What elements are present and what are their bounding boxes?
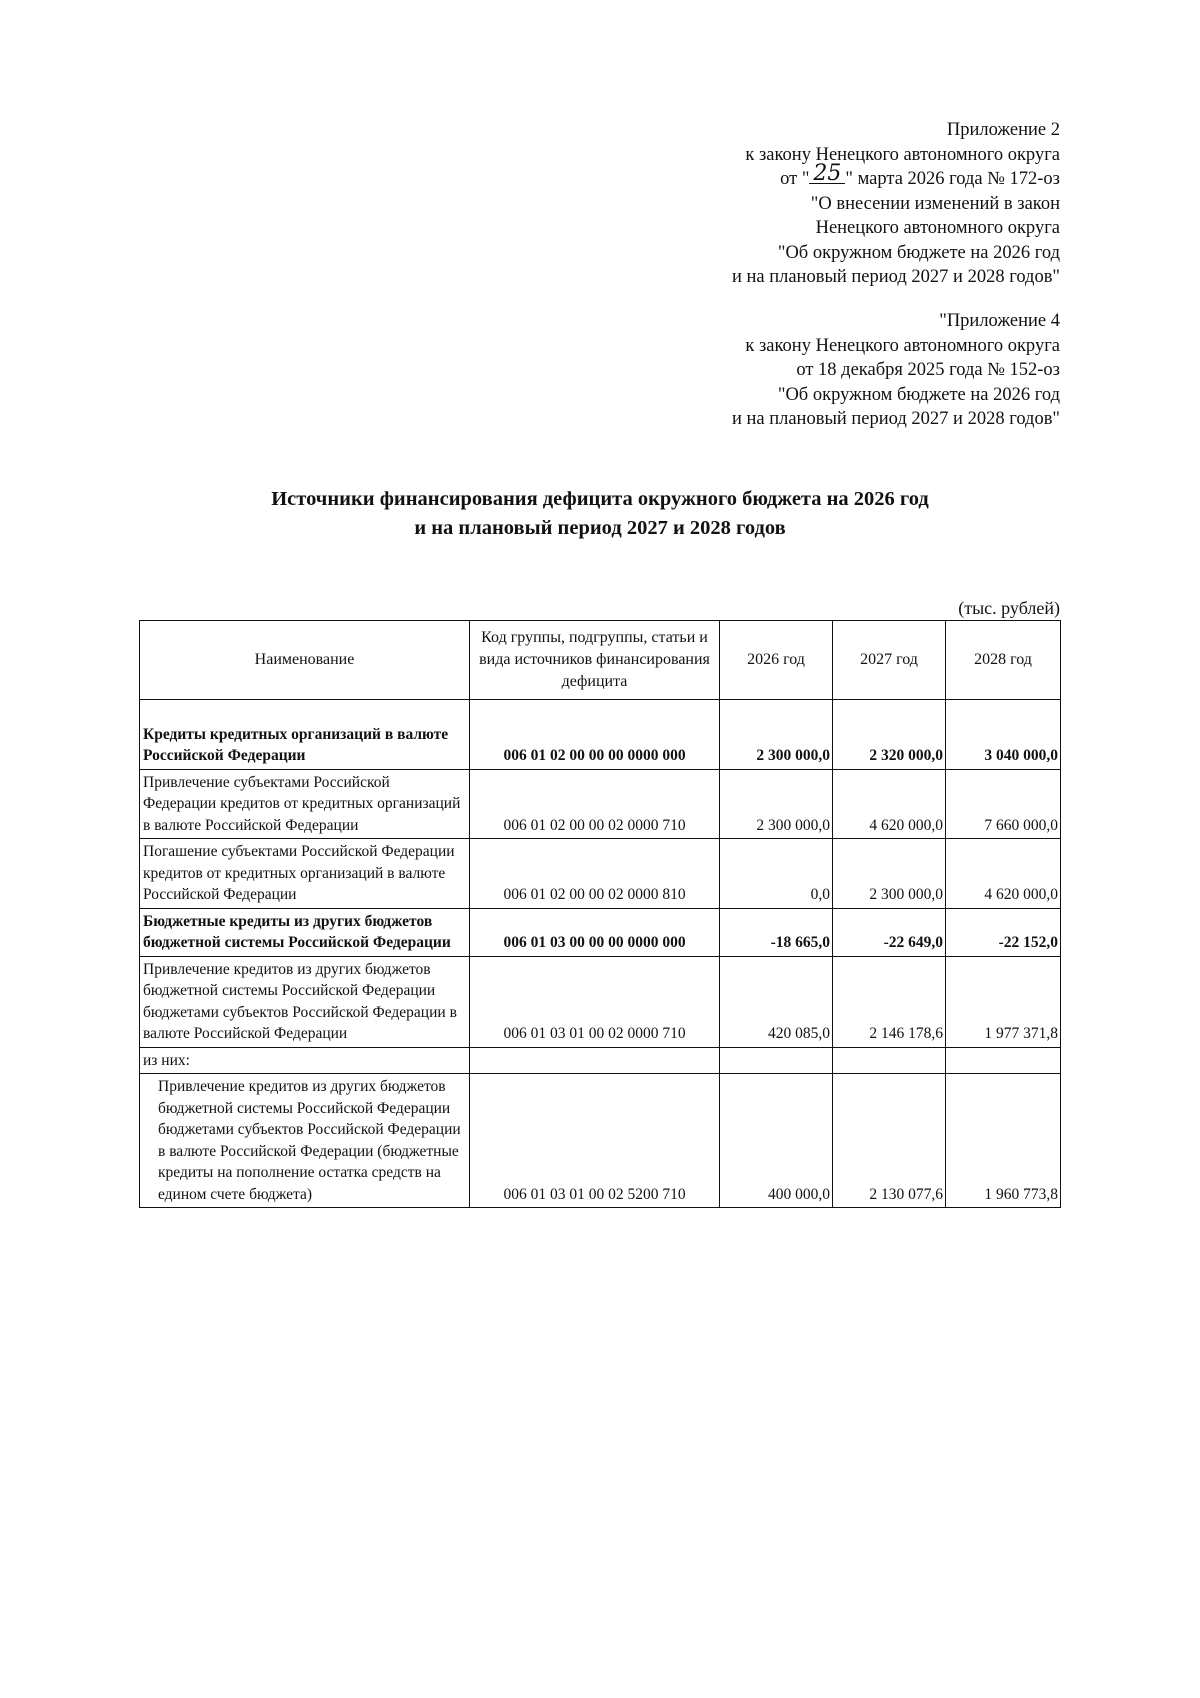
row-value-2027: 2 320 000,0 xyxy=(833,700,946,770)
row-code: 006 01 03 00 00 00 0000 000 xyxy=(470,908,720,956)
table-row xyxy=(140,1047,1061,1074)
appendix-date-line: от " 25 " марта 2026 года № 172-оз xyxy=(780,161,1060,189)
row-value-2026: 400 000,0 xyxy=(720,1074,833,1208)
header-2028: 2028 год xyxy=(946,621,1061,700)
row-value-2027: -22 649,0 xyxy=(833,908,946,956)
row-value-2028: 3 040 000,0 xyxy=(946,700,1061,770)
row-value-2026: -18 665,0 xyxy=(720,908,833,956)
table-row xyxy=(140,700,1061,770)
table-header-row xyxy=(140,621,1061,700)
row-value-2027: 4 620 000,0 xyxy=(833,769,946,839)
appendix-original-law-ref: к закону Ненецкого автономного округа xyxy=(745,335,1060,356)
row-value-2026: 420 085,0 xyxy=(720,956,833,1047)
row-name: Бюджетные кредиты из других бюджетов бюджетной системы Российской Федерации xyxy=(140,908,470,956)
row-value-2028: 4 620 000,0 xyxy=(946,839,1061,909)
appendix-original-number: "Приложение 4 xyxy=(939,311,1060,331)
row-value-2028: 1 960 773,8 xyxy=(946,1074,1061,1208)
row-name: Погашение субъектами Российской Федерации кредитов от кредитных организаций в валюте Российской Федерации xyxy=(140,839,470,909)
appendix-law-title-3: "Об окружном бюджете на 2026 год xyxy=(777,242,1060,263)
appendix-law-title-2: Ненецкого автономного округа xyxy=(815,218,1060,238)
row-value-2026: 2 300 000,0 xyxy=(720,700,833,770)
row-code: 006 01 03 01 00 02 0000 710 xyxy=(470,956,720,1047)
header-code: Код группы, подгруппы, статьи и вида источников финансирования дефицита xyxy=(470,621,720,700)
row-value-2028: 1 977 371,8 xyxy=(946,956,1061,1047)
units-label: (тыс. рублей) xyxy=(958,598,1060,618)
appendix-original-date: от 18 декабря 2025 года № 152-оз xyxy=(796,360,1060,380)
row-value-2027: 2 146 178,6 xyxy=(833,956,946,1047)
document-title-line2: и на плановый период 2027 и 2028 годов xyxy=(414,517,786,539)
handwritten-day: 25 xyxy=(809,165,845,184)
appendix-number: Приложение 2 xyxy=(946,120,1060,140)
table-row xyxy=(140,769,1061,839)
row-value-2028: -22 152,0 xyxy=(946,908,1061,956)
row-name: Привлечение кредитов из других бюджетов бюджетной системы Российской Федерации бюджетами субъектов Российской Федерации в валюте Российской Федерации (бюджетные кредиты на пополнение остатка средств на едином счете бюджета) xyxy=(140,1074,470,1208)
table-row xyxy=(140,1074,1061,1208)
appendix-original-header xyxy=(300,309,1060,432)
row-code: 006 01 02 00 00 02 0000 710 xyxy=(470,769,720,839)
row-value-2027: 2 300 000,0 xyxy=(833,839,946,909)
table-row xyxy=(140,839,1061,909)
appendix-law-title-1: "О внесении изменений в закон xyxy=(810,193,1060,214)
row-name: из них: xyxy=(140,1047,470,1074)
document-title xyxy=(150,485,1050,543)
header-name: Наименование xyxy=(140,621,470,700)
row-name: Привлечение субъектами Российской Федерации кредитов от кредитных организаций в валюте Российской Федерации xyxy=(140,769,470,839)
header-2027: 2027 год xyxy=(833,621,946,700)
row-code: 006 01 02 00 00 02 0000 810 xyxy=(470,839,720,909)
appendix-law-ref: к закону Ненецкого автономного округа xyxy=(745,144,1060,165)
document-title-line1: Источники финансирования дефицита окружного бюджета на 2026 год xyxy=(271,488,929,510)
table-row xyxy=(140,908,1061,956)
row-code: 006 01 03 01 00 02 5200 710 xyxy=(470,1074,720,1208)
row-name: Кредиты кредитных организаций в валюте Российской Федерации xyxy=(143,725,449,764)
row-value-2026: 0,0 xyxy=(720,839,833,909)
row-value-2026: 2 300 000,0 xyxy=(720,769,833,839)
financing-sources-table xyxy=(139,620,1061,1208)
table-row xyxy=(140,956,1061,1047)
row-value-2027: 2 130 077,6 xyxy=(833,1074,946,1208)
appendix-current-header xyxy=(300,118,1060,290)
header-2026: 2026 год xyxy=(720,621,833,700)
appendix-original-title-1: "Об окружном бюджете на 2026 год xyxy=(777,384,1060,405)
appendix-law-title-4: и на плановый период 2027 и 2028 годов" xyxy=(731,267,1060,287)
appendix-original-title-2: и на плановый период 2027 и 2028 годов" xyxy=(731,409,1060,429)
row-code: 006 01 02 00 00 00 0000 000 xyxy=(470,700,720,770)
row-name: Привлечение кредитов из других бюджетов бюджетной системы Российской Федерации бюджетами субъектов Российской Федерации в валюте Российской Федерации xyxy=(140,956,470,1047)
row-value-2028: 7 660 000,0 xyxy=(946,769,1061,839)
